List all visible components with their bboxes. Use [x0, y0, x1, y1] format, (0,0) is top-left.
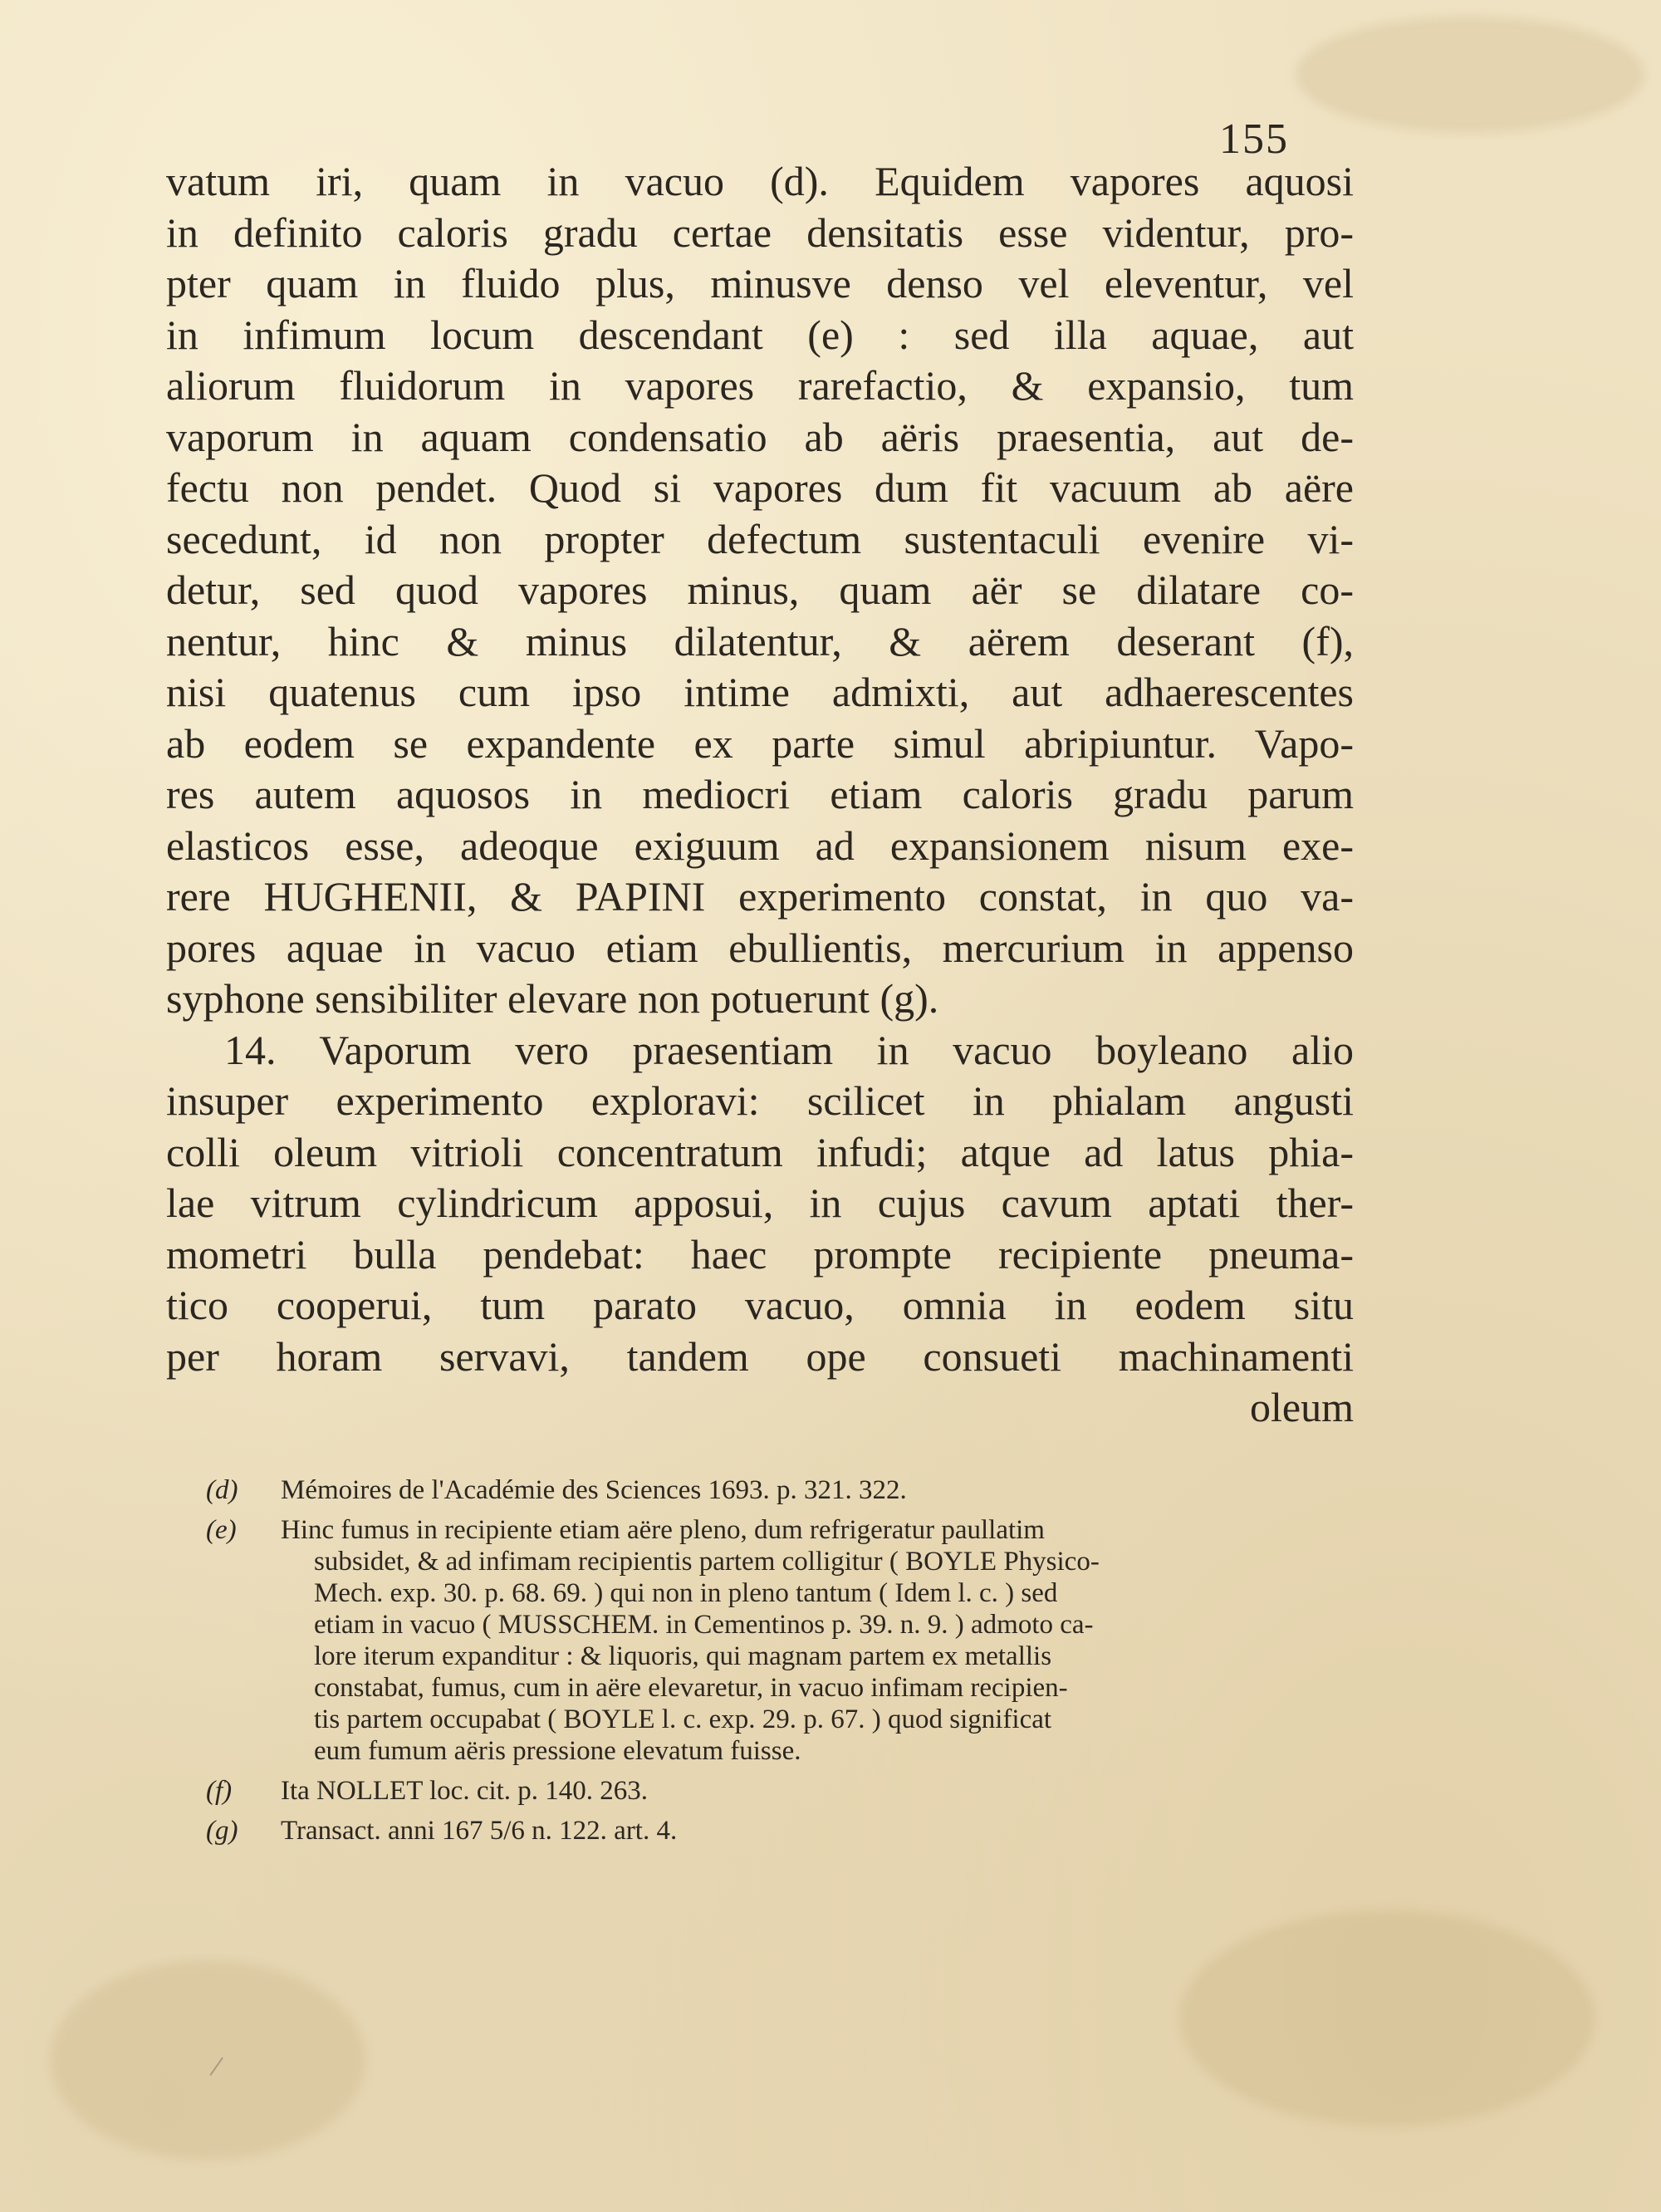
text-line: in infimum locum descendant (e) : sed illa aquae, aut [166, 311, 1354, 358]
text-line: fectu non pendet. Quod si vapores dum fit vacuum ab aëre [166, 464, 1354, 511]
footnote-marker: (g) [206, 1816, 238, 1846]
text-line: pores aquae in vacuo etiam ebullientis, mercurium in appenso [166, 924, 1354, 971]
text-line: in definito caloris gradu certae densitatis esse videntur, pro- [166, 208, 1354, 256]
footnote-marker: (f) [206, 1776, 233, 1806]
text-line: syphone sensibiliter elevare non potuerunt (g). [166, 975, 939, 1022]
paper-stain [1296, 17, 1644, 133]
text-line: aliorum fluidorum in vapores rarefactio, & expansio, tum [166, 362, 1354, 409]
text-line: res autem aquosos in mediocri etiam caloris gradu parum [166, 771, 1354, 817]
footnote-line: Ita NOLLET loc. cit. p. 140. 263. [281, 1776, 649, 1806]
text-line: lae vitrum cylindricum apposui, in cujus cavum aptati ther- [166, 1180, 1354, 1226]
footnote-line: Mech. exp. 30. p. 68. 69. ) qui non in pleno tantum ( Idem l. c. ) sed [314, 1578, 1058, 1608]
text-line: colli oleum vitrioli concentratum infudi; atque ad latus phia- [166, 1128, 1354, 1175]
footnote-g [206, 1815, 1360, 1847]
text-line: tico cooperui, tum parato vacuo, omnia in eodem situ [166, 1282, 1354, 1328]
text-line: insuper experimento exploravi: scilicet in phialam angusti [166, 1077, 1354, 1124]
footnote-line: Transact. anni 167 5/6 n. 122. art. 4. [281, 1816, 678, 1846]
footnote-line: eum fumum aëris pressione elevatum fuisse. [314, 1736, 801, 1766]
paper-stain [1179, 1910, 1595, 2126]
paragraph-start-line: 14. Vaporum vero praesentiam in vacuo boyleano alio [224, 1026, 1354, 1073]
paper-stain [50, 1960, 365, 2160]
page-number: 155 [1219, 115, 1289, 163]
text-line: detur, sed quod vapores minus, quam aër se dilatare co- [166, 566, 1354, 613]
footnote-line: etiam in vacuo ( MUSSCHEM. in Cementinos p. 39. n. 9. ) admoto ca- [314, 1610, 1094, 1640]
body-text [166, 156, 1354, 1434]
footnote-f [206, 1775, 1360, 1807]
text-line: per horam servavi, tandem ope consueti machinamenti [166, 1332, 1354, 1380]
footnote-line: Mémoires de l'Académie des Sciences 1693. p. 321. 322. [281, 1475, 907, 1505]
footnote-e [206, 1514, 1360, 1767]
text-line: vaporum in aquam condensatio ab aëris praesentia, aut de- [166, 413, 1354, 460]
footnote-marker: (d) [206, 1475, 238, 1505]
footnote-d [206, 1474, 1360, 1506]
text-line: nentur, hinc & minus dilatentur, & aërem deserant (f), [166, 617, 1354, 665]
footnotes [206, 1474, 1360, 1855]
text-line: rere HUGHENII, & PAPINI experimento constat, in quo va- [166, 873, 1354, 920]
text-line: mometri bulla pendebat: haec prompte recipiente pneuma- [166, 1230, 1354, 1278]
footnote-line: subsidet, & ad infimam recipientis partem colligitur ( BOYLE Physico- [314, 1547, 1100, 1577]
text-line: secedunt, id non propter defectum sustentaculi evenire vi- [166, 515, 1354, 562]
footnote-line: lore iterum expanditur : & liquoris, qui magnam partem ex metallis [314, 1641, 1052, 1671]
footnote-line: constabat, fumus, cum in aëre elevaretur, in vacuo infimam recipien- [314, 1673, 1068, 1703]
text-line: pter quam in fluido plus, minusve denso vel eleventur, vel [166, 260, 1354, 307]
footnote-marker: (e) [206, 1515, 237, 1545]
text-line: vatum iri, quam in vacuo (d). Equidem vapores aquosi [166, 158, 1354, 204]
footnote-line: tis partem occupabat ( BOYLE l. c. exp. 29. p. 67. ) quod significat [314, 1704, 1052, 1734]
footnote-line: Hinc fumus in recipiente etiam aëre pleno, dum refrigeratur paullatim [281, 1515, 1045, 1545]
catchword: oleum [1250, 1384, 1354, 1430]
text-line: nisi quatenus cum ipso intime admixti, aut adhaerescentes [166, 669, 1354, 715]
text-line: elasticos esse, adeoque exiguum ad expansionem nisum exe- [166, 822, 1354, 869]
text-line: ab eodem se expandente ex parte simul abripiuntur. Vapo- [166, 719, 1354, 767]
